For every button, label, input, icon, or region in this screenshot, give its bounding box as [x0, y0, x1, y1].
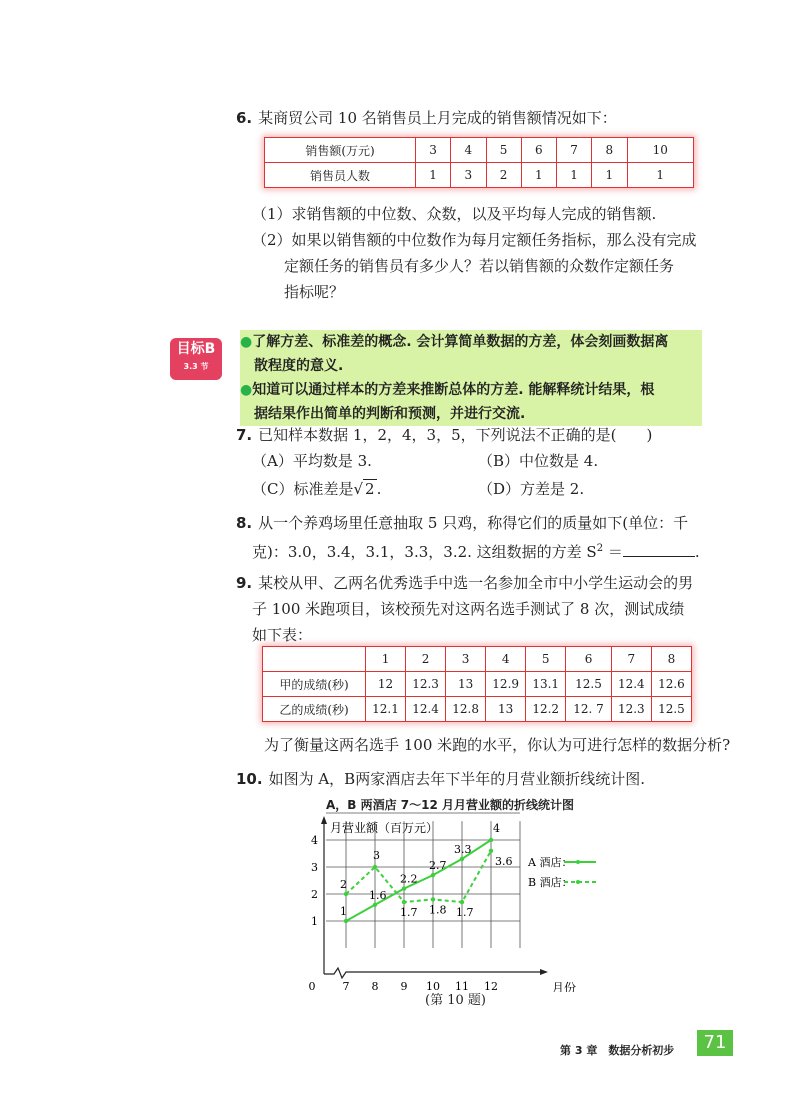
data-label: 3	[373, 849, 380, 862]
q6-table	[264, 137, 694, 188]
series-b-line	[346, 851, 491, 902]
table-cell: 12.5	[566, 672, 612, 697]
q9-question: 为了衡量这两名选手 100 米跑的水平，你认为可进行怎样的数据分析?	[264, 736, 731, 754]
q7-option-b: （B）中位数是 4.	[478, 452, 599, 470]
table-cell: 12.3	[611, 697, 651, 722]
table-row	[263, 697, 692, 722]
table-cell: 4	[451, 138, 486, 163]
table-cell: 13.1	[526, 672, 566, 697]
q6-sub1: （1）求销售额的中位数、众数，以及平均每人完成的销售额.	[252, 205, 657, 223]
data-label: 3.3	[454, 842, 472, 856]
table-cell: 12.5	[651, 697, 691, 722]
table-row	[265, 138, 694, 163]
table-cell: 8	[651, 647, 691, 672]
table-cell: 12.1	[366, 697, 406, 722]
table-cell: 3	[416, 138, 451, 163]
q8-line1: 8. 从一个养鸡场里任意抽取 5 只鸡，称得它们的质量如下(单位：千	[236, 514, 689, 532]
table-cell: 12.4	[406, 697, 446, 722]
table-cell: 12.8	[446, 697, 486, 722]
table-cell: 1	[416, 163, 451, 188]
q6-sub2-line2: 定额任务的销售员有多少人？若以销售额的众数作定额任务	[284, 257, 675, 275]
data-label: 2.7	[429, 859, 447, 873]
q6-sub2-line3: 指标呢？	[284, 283, 345, 301]
table-cell: 1	[557, 163, 592, 188]
legend-marker	[576, 880, 580, 884]
table-cell: 6	[566, 647, 612, 672]
legend-marker	[576, 860, 580, 864]
x-axis-arrow	[540, 969, 548, 975]
data-label: 2	[340, 878, 347, 891]
series-a-point	[344, 919, 348, 923]
chapter-footer: 第 3 章 数据分析初步	[560, 1044, 675, 1057]
table-cell: 12.9	[486, 672, 526, 697]
x-tick-label: 8	[371, 980, 379, 992]
page-number: 71	[697, 1030, 733, 1056]
table-cell: 12.6	[651, 672, 691, 697]
table-cell: 1	[592, 163, 627, 188]
q9-line2: 子 100 米跑项目，该校预先对这两名选手测试了 8 次，测试成绩	[252, 600, 685, 618]
table-row	[265, 163, 694, 188]
origin-label: 0	[308, 980, 316, 992]
q7-stem: 7. 已知样本数据 1，2，4，3，5，下列说法不正确的是( )	[236, 426, 653, 444]
bullet-icon: ●	[240, 382, 253, 398]
table-cell: 12.3	[406, 672, 446, 697]
y-axis-arrow	[321, 816, 327, 824]
table-cell: 1	[627, 163, 694, 188]
series-a-point	[460, 857, 464, 861]
series-b-point	[460, 900, 464, 904]
table-cell: 4	[486, 647, 526, 672]
target-badge-section: 3.3 节	[183, 362, 209, 371]
data-label: 1.7	[400, 906, 418, 920]
table-cell: 13	[446, 672, 486, 697]
data-label: 3.6	[495, 854, 513, 868]
series-b-point	[373, 865, 377, 869]
table-cell: 2	[406, 647, 446, 672]
bullet-icon: ●	[240, 334, 253, 350]
answer-blank	[623, 542, 695, 557]
table-cell: 1	[521, 163, 556, 188]
series-b-point	[344, 892, 348, 896]
x-tick-label: 7	[342, 980, 350, 992]
table-cell: 12.4	[611, 672, 651, 697]
line-chart	[300, 812, 600, 992]
data-label: 1.8	[429, 903, 447, 917]
q9-table	[262, 646, 692, 722]
target-item-1: ●了解方差、标准差的概念. 会计算简单数据的方差，体会刻画数据离 散程度的意义.	[240, 330, 702, 378]
target-item-2: ●知道可以通过样本的方差来推断总体的方差. 能解释统计结果，根 据结果作出简单的判断和预测，并进行交流.	[240, 378, 702, 426]
y-axis-label: 月营业额（百万元）	[330, 821, 439, 835]
table-cell: 10	[627, 138, 694, 163]
table-cell: 5	[526, 647, 566, 672]
table-cell: 6	[521, 138, 556, 163]
data-label: 4	[493, 822, 500, 835]
x-tick-label: 11	[455, 980, 469, 992]
figure-caption: (第 10 题)	[425, 993, 486, 1008]
y-tick-label: 4	[311, 834, 318, 847]
table-cell: 7	[557, 138, 592, 163]
x-tick-label: 12	[484, 980, 498, 992]
q7-option-c: （C）标准差是√ 2 .	[252, 480, 382, 498]
table-cell: 7	[611, 647, 651, 672]
table-cell: 销售额(万元)	[265, 138, 416, 163]
table-row	[263, 672, 692, 697]
table-cell: 12.2	[526, 697, 566, 722]
series-a-point	[489, 838, 493, 842]
table-cell: 3	[446, 647, 486, 672]
x-tick-label: 10	[426, 980, 440, 992]
target-badge	[170, 338, 222, 380]
q6-stem: 6. 某商贸公司 10 名销售员上月完成的销售额情况如下：	[236, 109, 617, 127]
table-cell: 2	[486, 163, 521, 188]
q9-line1: 9. 某校从甲、乙两名优秀选手中选一名参加全市中小学生运动会的男	[236, 574, 694, 592]
q7-option-d: （D）方差是 2.	[478, 480, 585, 498]
q10-stem: 10. 如图为 A，B两家酒店去年下半年的月营业额折线统计图.	[236, 770, 645, 788]
data-label: 2.2	[400, 872, 418, 886]
table-cell: 12. 7	[566, 697, 612, 722]
y-tick-label: 2	[311, 888, 318, 901]
table-cell: 5	[486, 138, 521, 163]
q8-line2: 克)：3.0，3.4，3.1，3.3，3.2. 这组数据的方差 $S^2$ ＝ .	[252, 543, 700, 561]
table-cell: 甲的成绩(秒)	[263, 672, 366, 697]
x-tick-label: 9	[400, 980, 408, 992]
sqrt-icon: √	[353, 480, 364, 498]
data-label: 1.7	[456, 906, 474, 920]
table-cell: 13	[486, 697, 526, 722]
chart-title: A，B 两酒店 7～12 月月营业额的折线统计图	[325, 798, 575, 812]
data-label: 1.6	[369, 888, 387, 902]
table-cell: 3	[451, 163, 486, 188]
table-cell: 12	[366, 672, 406, 697]
x-axis-label: 月份	[552, 981, 577, 992]
legend-label-a: A 酒店：	[528, 856, 573, 869]
legend-label-b: B 酒店：	[528, 876, 573, 889]
table-cell: 1	[366, 647, 406, 672]
table-cell	[263, 647, 366, 672]
target-badge-title: 目标B	[176, 341, 216, 357]
series-a-point	[373, 903, 377, 907]
q6-sub2-line1: （2）如果以销售额的中位数作为每月定额任务指标，那么没有完成	[252, 231, 697, 249]
q9-line3: 如下表：	[252, 626, 313, 644]
y-tick-label: 3	[311, 861, 318, 874]
table-cell: 乙的成绩(秒)	[263, 697, 366, 722]
table-row	[263, 647, 692, 672]
q7-option-a: （A）平均数是 3.	[252, 452, 372, 470]
data-label: 1	[340, 905, 347, 918]
series-a-point	[402, 886, 406, 890]
series-a-point	[431, 873, 435, 877]
x-axis	[324, 968, 542, 978]
table-cell: 销售员人数	[265, 163, 416, 188]
series-b-point	[431, 897, 435, 901]
table-cell: 8	[592, 138, 627, 163]
series-b-point	[402, 900, 406, 904]
y-tick-label: 1	[311, 915, 318, 928]
series-b-point	[489, 849, 493, 853]
